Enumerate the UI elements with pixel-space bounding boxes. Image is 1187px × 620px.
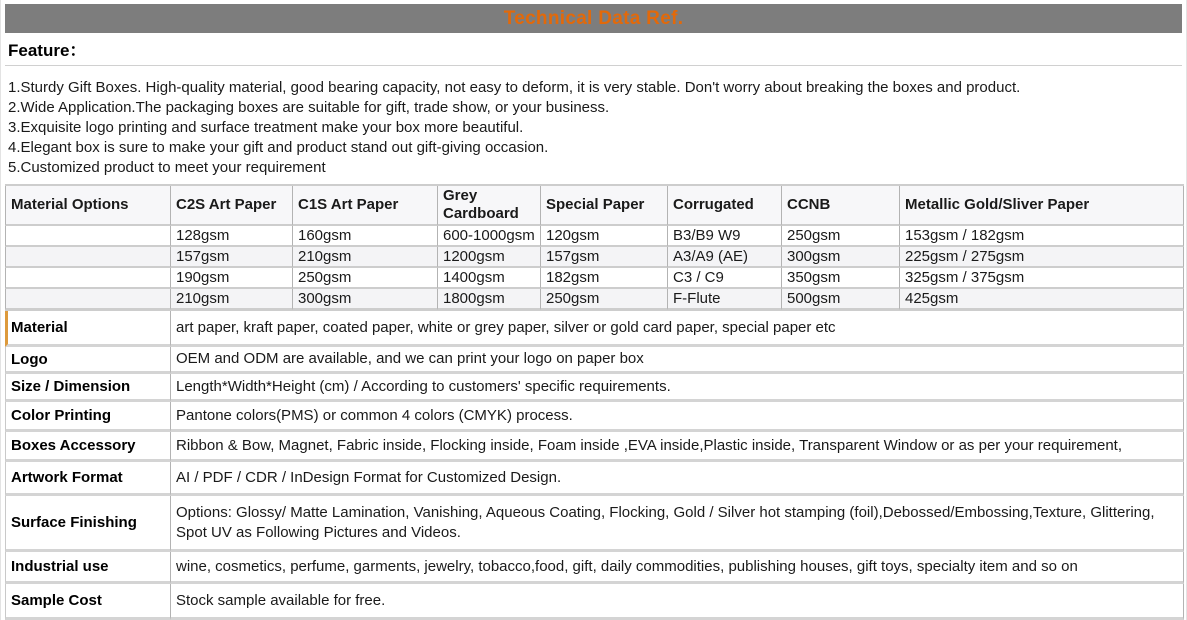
materials-cell-0-3: 600-1000gsm [438, 226, 541, 247]
spec-value: Ribbon & Bow, Magnet, Fabric inside, Flocking inside, Foam inside ,EVA inside,Plastic inside, Transparent Window or as per your requirement, [171, 432, 1184, 462]
materials-cell-3-3: 1800gsm [438, 289, 541, 310]
materials-col-header-6: CCNB [782, 186, 900, 226]
spec-value: Options: Glossy/ Matte Lamination, Vanishing, Aqueous Coating, Flocking, Gold / Silver hot stamping (foil),Debossed/Embossing,Texture, Glittering, Spot UV as Following Pictures and Videos. [171, 496, 1184, 552]
title-bar [5, 4, 1182, 33]
spec-value: art paper, kraft paper, coated paper, white or grey paper, silver or gold card paper, special paper etc [171, 311, 1184, 347]
materials-col-header-3: Grey Cardboard [438, 186, 541, 226]
materials-table [5, 184, 1184, 310]
spec-label: Logo [5, 347, 171, 374]
materials-cell-0-2: 160gsm [293, 226, 438, 247]
materials-cell-3-1: 210gsm [171, 289, 293, 310]
materials-cell-0-5: B3/B9 W9 [668, 226, 782, 247]
spec-row-boxes-accessory [5, 432, 1184, 462]
materials-header-row [5, 186, 1184, 226]
spec-label: Material [5, 311, 171, 347]
materials-col-header-2: C1S Art Paper [293, 186, 438, 226]
materials-cell-2-6: 350gsm [782, 268, 900, 289]
materials-cell-2-0 [5, 268, 171, 289]
spec-table [5, 310, 1184, 620]
spec-row-artwork-format [5, 462, 1184, 496]
materials-cell-1-3: 1200gsm [438, 247, 541, 268]
spec-label: Boxes Accessory [5, 432, 171, 462]
materials-cell-1-5: A3/A9 (AE) [668, 247, 782, 268]
materials-cell-2-3: 1400gsm [438, 268, 541, 289]
materials-cell-0-4: 120gsm [541, 226, 668, 247]
materials-cell-1-6: 300gsm [782, 247, 900, 268]
materials-col-header-5: Corrugated [668, 186, 782, 226]
feature-item-1: 1.Sturdy Gift Boxes. High-quality material, good bearing capacity, not easy to deform, it is very stable. Don't worry about breaking the boxes and product. [8, 79, 1021, 96]
materials-cell-1-7: 225gsm / 275gsm [900, 247, 1184, 268]
spec-row-industrial-use [5, 552, 1184, 584]
materials-cell-2-4: 182gsm [541, 268, 668, 289]
spec-label: Size / Dimension [5, 374, 171, 402]
materials-row-3 [5, 289, 1184, 310]
materials-cell-0-7: 153gsm / 182gsm [900, 226, 1184, 247]
materials-cell-3-2: 300gsm [293, 289, 438, 310]
materials-cell-1-2: 210gsm [293, 247, 438, 268]
page-title: Technical Data Ref. [503, 8, 684, 29]
spec-label: Color Printing [5, 402, 171, 432]
materials-row-1 [5, 247, 1184, 268]
feature-heading-label: Feature： [8, 41, 87, 60]
materials-col-header-4: Special Paper [541, 186, 668, 226]
materials-row-2 [5, 268, 1184, 289]
spec-row-sample-cost [5, 584, 1184, 620]
materials-col-header-0: Material Options [5, 186, 171, 226]
spec-value: AI / PDF / CDR / InDesign Format for Customized Design. [171, 462, 1184, 496]
spec-row-color-printing [5, 402, 1184, 432]
materials-cell-2-2: 250gsm [293, 268, 438, 289]
materials-cell-3-4: 250gsm [541, 289, 668, 310]
materials-cell-1-1: 157gsm [171, 247, 293, 268]
feature-list [5, 66, 1182, 184]
spec-row-logo [5, 347, 1184, 374]
spec-value: wine, cosmetics, perfume, garments, jewelry, tobacco,food, gift, daily commodities, publishing houses, gift toys, specialty item and so on [171, 552, 1184, 584]
spec-row-size-dimension [5, 374, 1184, 402]
materials-cell-3-7: 425gsm [900, 289, 1184, 310]
materials-cell-1-4: 157gsm [541, 247, 668, 268]
materials-cell-2-5: C3 / C9 [668, 268, 782, 289]
materials-col-header-1: C2S Art Paper [171, 186, 293, 226]
feature-item-3: 3.Exquisite logo printing and surface treatment make your box more beautiful. [8, 119, 524, 136]
spec-label: Artwork Format [5, 462, 171, 496]
feature-item-5: 5.Customized product to meet your requirement [8, 159, 326, 176]
materials-cell-3-5: F-Flute [668, 289, 782, 310]
feature-item-4: 4.Elegant box is sure to make your gift and product stand out gift-giving occasion. [8, 139, 549, 156]
materials-cell-0-0 [5, 226, 171, 247]
materials-col-header-7: Metallic Gold/Sliver Paper [900, 186, 1184, 226]
spec-row-material [5, 311, 1184, 347]
materials-cell-1-0 [5, 247, 171, 268]
spec-label: Surface Finishing [5, 496, 171, 552]
feature-item-2: 2.Wide Application.The packaging boxes are suitable for gift, trade show, or your business. [8, 99, 610, 116]
materials-row-0 [5, 226, 1184, 247]
materials-cell-0-1: 128gsm [171, 226, 293, 247]
spec-row-surface-finishing [5, 496, 1184, 552]
materials-cell-2-7: 325gsm / 375gsm [900, 268, 1184, 289]
materials-cell-0-6: 250gsm [782, 226, 900, 247]
spec-label: Sample Cost [5, 584, 171, 620]
spec-value: Length*Width*Height (cm) / According to customers' specific requirements. [171, 374, 1184, 402]
materials-cell-2-1: 190gsm [171, 268, 293, 289]
spec-value: Pantone colors(PMS) or common 4 colors (CMYK) process. [171, 402, 1184, 432]
materials-cell-3-0 [5, 289, 171, 310]
spec-value: Stock sample available for free. [171, 584, 1184, 620]
spec-label: Industrial use [5, 552, 171, 584]
feature-heading [5, 33, 1182, 66]
spec-value: OEM and ODM are available, and we can print your logo on paper box [171, 347, 1184, 374]
materials-cell-3-6: 500gsm [782, 289, 900, 310]
